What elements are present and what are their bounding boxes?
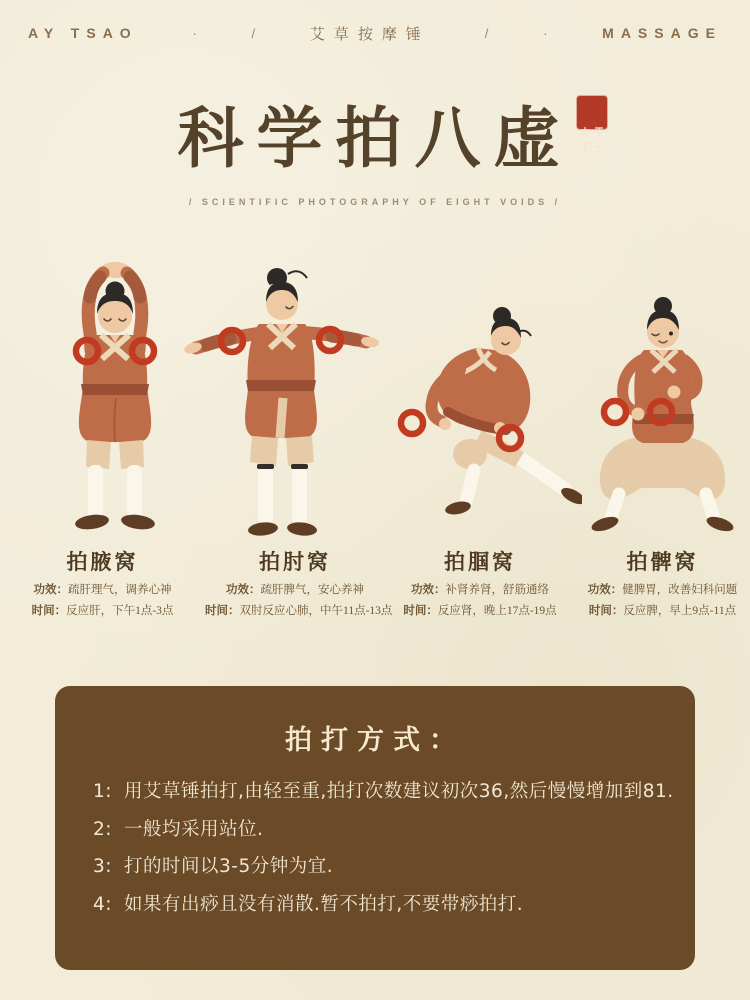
page-title-text: 科学拍八虚 bbox=[177, 103, 573, 176]
header-brand-cjk: 艾草按摩锤 bbox=[309, 25, 430, 43]
hero-section bbox=[0, 100, 750, 207]
effect-label: 功效： bbox=[226, 584, 261, 596]
time-value: 反应肝，下午1点-3点 bbox=[66, 604, 174, 617]
caption-hip-title: 拍髀窝 bbox=[626, 550, 699, 574]
caption-elbow bbox=[205, 546, 393, 617]
method-panel-title: 拍打方式： bbox=[285, 725, 465, 755]
figure-arms-overhead-icon bbox=[30, 248, 200, 538]
method-item-4 bbox=[93, 893, 657, 915]
method-item-3 bbox=[93, 858, 657, 877]
header-slash-right: / bbox=[484, 25, 489, 41]
effect-label: 功效： bbox=[33, 584, 68, 596]
time-value: 反应脾，早上9点-11点 bbox=[623, 604, 737, 617]
caption-knee-title: 拍腘窝 bbox=[444, 550, 516, 574]
effect-value: 健脾胃，改善妇科问题 bbox=[622, 584, 738, 596]
caption-hip bbox=[575, 546, 750, 617]
caption-knee-effect bbox=[385, 585, 575, 597]
figure-arms-out-icon bbox=[180, 252, 380, 542]
effect-value: 疏肝理气，调养心神 bbox=[68, 584, 172, 596]
time-label: 时间： bbox=[205, 604, 240, 617]
method-item-2 bbox=[93, 818, 657, 840]
time-value: 反应肾，晚上17点-19点 bbox=[437, 604, 557, 617]
time-label: 时间： bbox=[588, 604, 624, 617]
caption-elbow-title: 拍肘窝 bbox=[259, 550, 331, 574]
method-item-4-text: 如果有出痧且没有消散.暂不拍打,不要带痧拍打. bbox=[124, 893, 524, 915]
method-item-2-text: 一般均采用站位. bbox=[124, 818, 264, 840]
effect-value: 补肾养肾，舒筋通络 bbox=[445, 584, 549, 596]
red-seal-icon bbox=[577, 96, 607, 129]
caption-armpit bbox=[0, 546, 205, 617]
caption-armpit-title: 拍腋窝 bbox=[66, 550, 139, 574]
effect-label: 功效： bbox=[411, 584, 446, 596]
caption-elbow-time bbox=[205, 604, 393, 618]
header-slash-left: / bbox=[251, 25, 256, 41]
pose-captions-row bbox=[0, 546, 750, 617]
method-item-4-num: 4: bbox=[93, 893, 113, 915]
figure-lunge-icon bbox=[382, 282, 582, 540]
header-bar bbox=[28, 22, 722, 44]
time-label: 时间： bbox=[31, 604, 67, 617]
time-label: 时间： bbox=[403, 604, 438, 617]
caption-hip-effect bbox=[575, 585, 750, 597]
caption-knee-time bbox=[385, 606, 575, 618]
caption-armpit-time bbox=[0, 606, 205, 618]
caption-armpit-effect bbox=[0, 585, 205, 597]
figure-horse-stance-icon bbox=[575, 290, 750, 540]
caption-hip-time bbox=[575, 606, 750, 618]
method-panel bbox=[55, 686, 695, 970]
effect-label: 功效： bbox=[587, 584, 623, 596]
header-brand-latin-left: AY TSAO bbox=[28, 25, 138, 41]
method-item-2-num: 2: bbox=[93, 818, 113, 840]
caption-knee bbox=[385, 546, 575, 617]
effect-value: 疏肝脾气，安心养神 bbox=[260, 584, 364, 596]
header-dot-left: · bbox=[192, 25, 197, 41]
caption-elbow-effect bbox=[205, 585, 385, 597]
time-value: 双肘反应心肺，中午11点-13点 bbox=[239, 604, 393, 617]
method-item-3-text: 打的时间以3-5分钟为宜. bbox=[124, 856, 334, 877]
page-subtitle: / SCIENTIFIC PHOTOGRAPHY OF EIGHT VOIDS / bbox=[188, 197, 562, 208]
method-item-1-text: 用艾草锤拍打,由轻至重,拍打次数建议初次36,然后慢慢增加到81. bbox=[124, 781, 674, 802]
header-dot-right: · bbox=[543, 25, 548, 41]
method-item-1-num: 1: bbox=[93, 781, 113, 802]
page-title bbox=[178, 100, 573, 179]
header-brand-latin-right: MASSAGE bbox=[602, 25, 722, 41]
method-item-3-num: 3: bbox=[93, 856, 113, 877]
method-item-1 bbox=[93, 781, 674, 802]
